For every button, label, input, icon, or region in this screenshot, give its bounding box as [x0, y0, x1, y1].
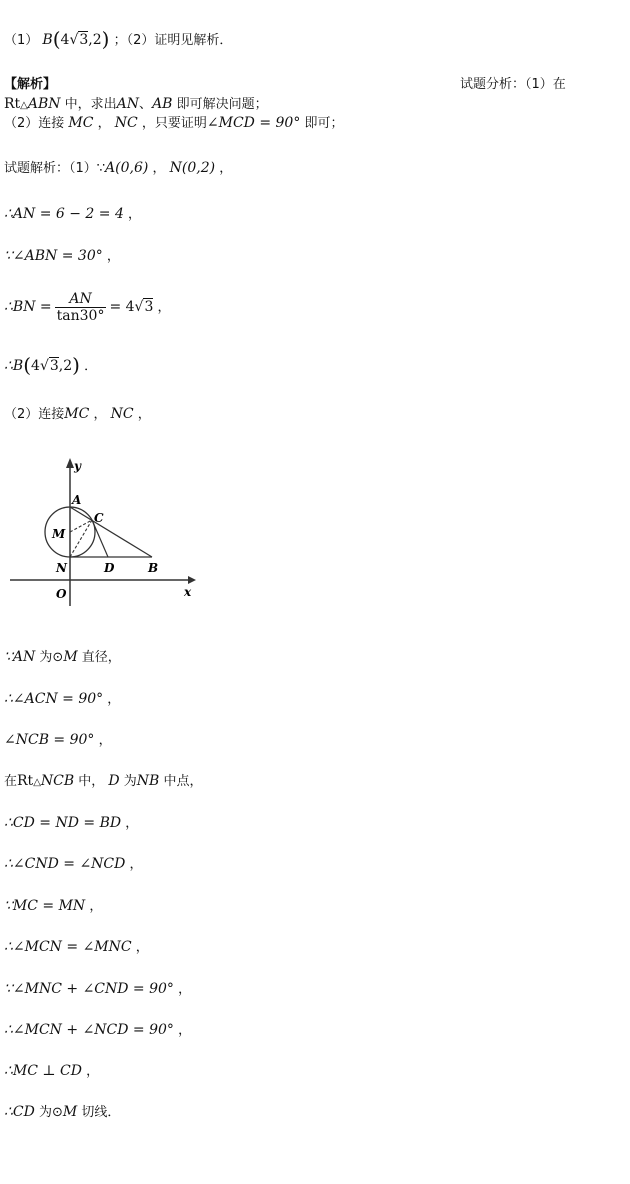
segment-an: AN — [116, 96, 140, 112]
proof-line-5 — [4, 814, 138, 833]
equation-angle-abn: ∵∠ABN = 30° — [4, 248, 103, 264]
fraction-numerator: AN — [55, 291, 107, 308]
proof-text: 为⊙ — [34, 1105, 63, 1120]
rt-label: Rt — [4, 96, 21, 112]
separator: ， — [89, 899, 103, 914]
separator: ， — [152, 161, 166, 176]
analysis-text: ，只要证明 — [141, 116, 207, 131]
equation-acn: ∴∠ACN = 90° — [4, 691, 104, 707]
proof-line-1 — [4, 648, 121, 667]
equation-cnd-ncd: ∴∠CND = ∠NCD — [4, 856, 126, 872]
proof-text: 切线． — [77, 1105, 121, 1120]
coord-b: ,2 — [58, 358, 73, 374]
label-x: x — [184, 585, 192, 599]
y-axis-arrow — [66, 458, 74, 468]
triangle-abn: ABN — [27, 96, 61, 112]
sqrt-radicand: 3 — [144, 299, 154, 315]
sqrt-sign: √ — [134, 299, 144, 315]
triangle-ncb: NCB — [40, 773, 75, 789]
analysis-text: 中，求出 — [60, 97, 117, 112]
separator: ， — [125, 816, 139, 831]
analysis-line-2 — [4, 114, 343, 133]
proof-line-12 — [4, 1103, 120, 1122]
proof-line-9 — [4, 980, 191, 999]
proof-line-2 — [4, 690, 120, 709]
answer-point-b: B — [42, 32, 53, 48]
proof-text: 为 — [119, 774, 137, 789]
analysis-text: ， — [97, 116, 111, 131]
x-axis-arrow — [188, 576, 196, 584]
analysis-text: （2）连接 — [4, 116, 65, 131]
solution-line-2 — [4, 247, 120, 266]
geometry-figure — [4, 456, 204, 616]
point-b-lead: ∴B — [4, 358, 24, 374]
separator: 、 — [139, 97, 153, 112]
separator: ， — [93, 407, 107, 422]
right-paren: ) — [72, 353, 80, 377]
solution-line-5 — [4, 405, 151, 424]
separator: ， — [98, 733, 112, 748]
equation-an: ∴AN = 6 − 2 = 4 — [4, 206, 124, 222]
equation-mnc-cnd: ∵∠MNC + ∠CND = 90° — [4, 981, 174, 997]
fraction-denominator: tan30° — [56, 308, 105, 324]
sqrt-radicand: 3 — [49, 358, 59, 374]
point-d: D — [108, 773, 120, 789]
equation-mc-mn: ∵MC = MN — [4, 898, 86, 914]
separator: ， — [128, 207, 142, 222]
circle-m-label: M — [63, 649, 78, 665]
label-m: M — [52, 527, 66, 541]
separator: ， — [106, 249, 120, 264]
separator: ， — [178, 1023, 192, 1038]
proof-text: 直径， — [77, 650, 121, 665]
separator: ． — [84, 359, 98, 374]
proof-text: 为⊙ — [35, 650, 64, 665]
left-paren: ( — [23, 353, 32, 377]
solution-label: 试题解析：（1）∵ — [4, 161, 106, 176]
proof-cd: ∴CD — [4, 1104, 35, 1120]
triangle-symbol: △ — [33, 777, 41, 788]
answer-coord-sqrt: 3 — [79, 32, 89, 48]
equation-cd-nd-bd: ∴CD = ND = BD — [4, 815, 122, 831]
analysis-right — [460, 76, 566, 94]
proof-line-7 — [4, 897, 102, 916]
answer-part2: ；（2）证明见解析． — [113, 33, 233, 48]
proof-line-10 — [4, 1021, 191, 1040]
left-paren: ( — [52, 27, 61, 51]
label-n: N — [56, 561, 67, 575]
equation-bn-result: = 4 — [109, 299, 135, 315]
separator: ， — [137, 407, 151, 422]
answer-coord-b: 2 — [92, 32, 102, 48]
triangle-symbol: △ — [20, 100, 28, 111]
right-paren: ) — [101, 27, 110, 51]
segment-nc: NC — [110, 406, 134, 422]
coord-a: 4 — [31, 358, 40, 374]
segment-ab: AB — [152, 96, 173, 112]
proof-an: ∵AN — [4, 649, 36, 665]
solution-line-1 — [4, 205, 141, 224]
proof-line-6 — [4, 855, 143, 874]
sqrt-sign: √ — [69, 32, 79, 48]
proof-text: 在 — [4, 774, 18, 789]
label-b: B — [148, 561, 159, 575]
analysis-right-text: 试题分析：（1）在 — [460, 77, 566, 92]
separator: ， — [135, 940, 149, 955]
equation-mcn-ncd: ∴∠MCN + ∠NCD = 90° — [4, 1022, 174, 1038]
sqrt-sign: √ — [39, 358, 49, 374]
label-d: D — [104, 561, 115, 575]
segment-mc: MC — [68, 115, 94, 131]
proof-line-4 — [4, 772, 202, 792]
analysis-title-text: 【解析】 — [4, 77, 57, 92]
proof-line-11 — [4, 1062, 99, 1081]
segment-mc: MC — [64, 406, 90, 422]
answer-coord-a: 4 — [60, 32, 70, 48]
separator: ， — [129, 857, 143, 872]
equation-mc-perp-cd: ∴MC ⊥ CD — [4, 1063, 82, 1079]
proof-text: 中， — [74, 774, 105, 789]
separator: ， — [86, 1064, 100, 1079]
label-y: y — [74, 459, 81, 473]
analysis-title — [4, 76, 56, 94]
analysis-line-1 — [4, 95, 268, 115]
solution-line-0 — [4, 159, 232, 178]
circle-m-label: M — [62, 1104, 78, 1120]
label-a: A — [72, 493, 82, 507]
point-a-coord: A(0,6) — [105, 160, 149, 176]
segment-nb-label: NB — [136, 773, 160, 789]
equation-mcn-mnc: ∴∠MCN = ∠MNC — [4, 939, 132, 955]
label-c: C — [94, 511, 104, 525]
equation-bn-lead: ∴BN = — [4, 299, 52, 315]
segment-nc: NC — [114, 115, 138, 131]
fraction-an-over-tan — [55, 291, 107, 324]
answer-coord-sep: , — [88, 32, 93, 48]
solution-line-4 — [4, 353, 98, 377]
analysis-text: 即可解决问题； — [172, 97, 268, 112]
answer-line — [4, 27, 233, 51]
separator: ， — [219, 161, 233, 176]
separator: ， — [107, 692, 121, 707]
point-n-coord: N(0,2) — [169, 160, 216, 176]
rt-label: Rt — [17, 773, 34, 789]
proof-line-3 — [4, 731, 112, 750]
separator: ， — [157, 300, 171, 315]
answer-part1-label: （1） — [4, 33, 39, 48]
angle-mcd-expr: ∠MCD = 90° — [206, 115, 301, 131]
separator: ， — [178, 982, 192, 997]
solution-line-3 — [4, 289, 171, 326]
equation-ncb: ∠NCB = 90° — [4, 732, 95, 748]
analysis-text: 即可； — [300, 116, 344, 131]
proof-text: 中点， — [159, 774, 203, 789]
label-o: O — [56, 587, 67, 601]
proof-line-8 — [4, 938, 149, 957]
segment-ab — [70, 507, 152, 557]
solution-text: （2）连接 — [4, 407, 65, 422]
